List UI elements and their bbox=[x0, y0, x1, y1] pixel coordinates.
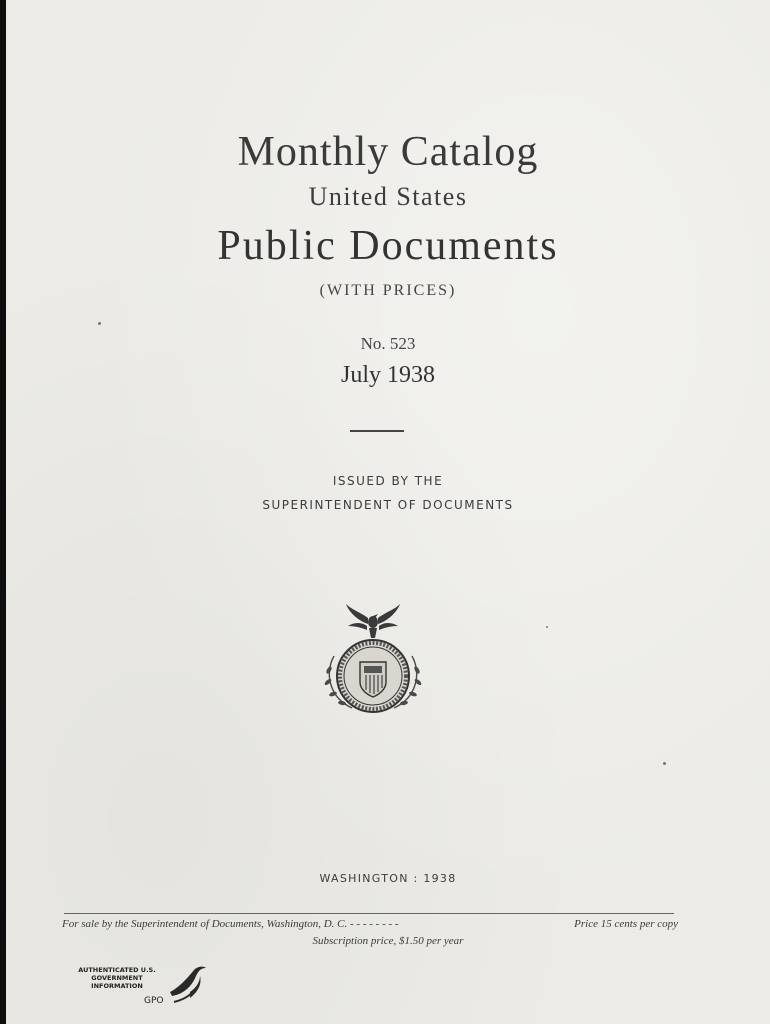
title-united-states: United States bbox=[308, 182, 468, 211]
footer-sale-text: For sale by the Superintendent of Documents, Washington, D. C. - - - - - - - - bbox=[62, 918, 399, 930]
gpo-badge-text: AUTHENTICATED U.S. GOVERNMENT INFORMATION bbox=[78, 966, 156, 990]
paper-speck bbox=[546, 626, 548, 628]
issued-by-line: ISSUED BY THE bbox=[332, 474, 444, 488]
paper-speck bbox=[663, 762, 666, 765]
title-public-documents: Public Documents bbox=[217, 223, 559, 269]
superintendent-of-documents-seal-icon bbox=[312, 600, 434, 718]
washington-imprint: WASHINGTON : 1938 bbox=[319, 872, 457, 885]
gpo-badge-name: GPO bbox=[144, 996, 164, 1006]
gpo-eagle-icon bbox=[164, 962, 208, 1006]
paper-speck bbox=[98, 322, 101, 325]
issue-number: No. 523 bbox=[360, 334, 416, 353]
divider-rule bbox=[350, 430, 404, 432]
footer-subscription-text: Subscription price, $1.50 per year bbox=[312, 935, 464, 947]
issue-date: July 1938 bbox=[340, 362, 435, 388]
title-with-prices: (WITH PRICES) bbox=[319, 282, 457, 299]
gpo-authentication-badge bbox=[72, 962, 208, 1014]
footer-price-text: Price 15 cents per copy bbox=[574, 918, 678, 930]
superintendent-line: SUPERINTENDENT OF DOCUMENTS bbox=[262, 498, 514, 512]
catalog-cover-page bbox=[6, 0, 770, 1024]
title-monthly-catalog: Monthly Catalog bbox=[237, 129, 539, 175]
footer-rule bbox=[64, 913, 674, 914]
